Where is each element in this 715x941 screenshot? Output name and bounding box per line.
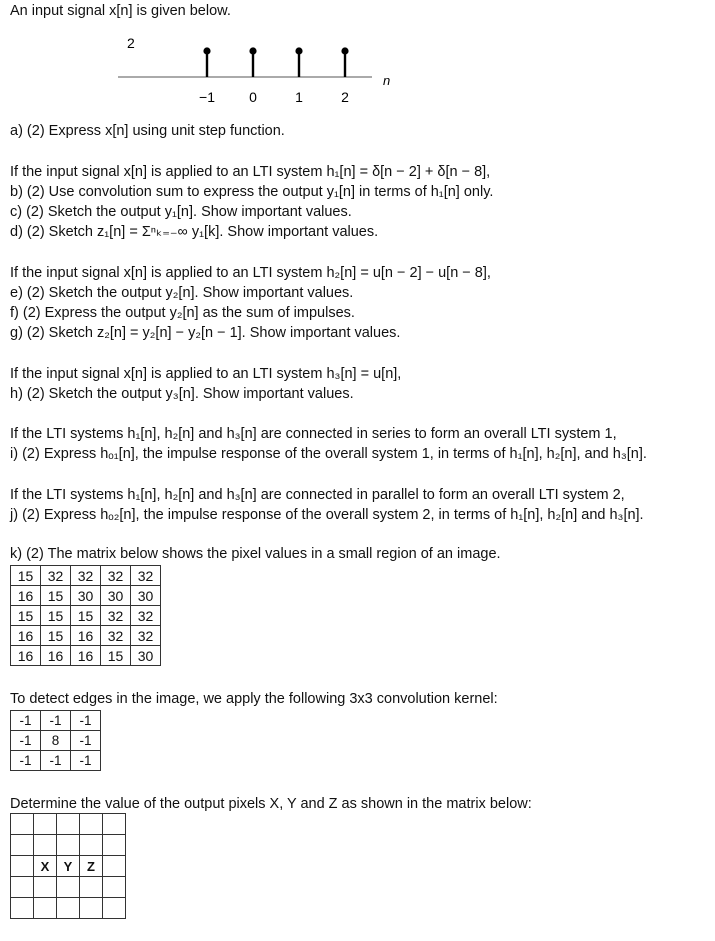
- output-cell: [103, 835, 126, 856]
- pixel-matrix-row: [11, 586, 161, 606]
- output-cell: [34, 814, 57, 835]
- stem-tick-label: 1: [295, 89, 303, 105]
- stem-plot-axis-label: n: [383, 73, 391, 88]
- pixel-cell: 16: [71, 646, 101, 666]
- pixel-cell: 16: [71, 626, 101, 646]
- output-grid: [10, 813, 126, 919]
- output-grid-row: [11, 856, 126, 877]
- question-b: b) (2) Use convolution sum to express the output y₁[n] in terms of h₁[n] only.: [10, 184, 494, 200]
- question-a: a) (2) Express x[n] using unit step function.: [10, 123, 285, 139]
- kernel-matrix: [10, 710, 101, 771]
- output-cell: [80, 898, 103, 919]
- output-cell: [57, 898, 80, 919]
- kernel-cell: -1: [71, 751, 101, 771]
- pixel-matrix: [10, 565, 161, 666]
- output-cell: [34, 835, 57, 856]
- kernel-matrix-row: [11, 731, 101, 751]
- output-cell: [11, 856, 34, 877]
- pixel-matrix-row: [11, 606, 161, 626]
- output-cell: [80, 877, 103, 898]
- pixel-cell: 32: [101, 626, 131, 646]
- stem-tick-label: 2: [341, 89, 349, 105]
- output-cell: [57, 814, 80, 835]
- question-c: c) (2) Sketch the output y₁[n]. Show important values.: [10, 204, 352, 220]
- pixel-cell: 15: [11, 566, 41, 586]
- series-intro: If the LTI systems h₁[n], h₂[n] and h₃[n] are connected in series to form an overall LTI system 1,: [10, 426, 617, 442]
- stem-plot-stems: [203, 47, 348, 77]
- stem-marker: [341, 47, 348, 54]
- question-d: d) (2) Sketch z₁[n] = Σⁿₖ₌₋∞ y₁[k]. Show important values.: [10, 224, 379, 240]
- output-grid-row: [11, 814, 126, 835]
- pixel-cell: 15: [71, 606, 101, 626]
- kernel-cell: -1: [71, 711, 101, 731]
- output-intro: Determine the value of the output pixels X, Y and Z as shown in the matrix below:: [10, 796, 532, 812]
- kernel-cell: -1: [11, 731, 41, 751]
- pixel-cell: 16: [41, 646, 71, 666]
- question-e: e) (2) Sketch the output y₂[n]. Show important values.: [10, 285, 354, 301]
- pixel-cell: 30: [131, 646, 161, 666]
- h1-intro: If the input signal x[n] is applied to an LTI system h₁[n] = δ[n − 2] + δ[n − 8],: [10, 164, 491, 180]
- question-k: k) (2) The matrix below shows the pixel values in a small region of an image.: [10, 546, 501, 562]
- pixel-cell: 32: [71, 566, 101, 586]
- stem-plot: [110, 30, 400, 110]
- h3-intro: If the input signal x[n] is applied to an LTI system h₃[n] = u[n],: [10, 366, 402, 382]
- output-cell: [103, 856, 126, 877]
- output-cell: [103, 898, 126, 919]
- pixel-matrix-row: [11, 646, 161, 666]
- stem-plot-ticks: [199, 89, 349, 105]
- pixel-cell: 15: [11, 606, 41, 626]
- pixel-cell: 32: [101, 566, 131, 586]
- output-cell: Z: [80, 856, 103, 877]
- output-cell: [11, 835, 34, 856]
- kernel-cell: -1: [41, 711, 71, 731]
- output-cell: [11, 898, 34, 919]
- pixel-cell: 32: [131, 626, 161, 646]
- kernel-matrix-row: [11, 711, 101, 731]
- kernel-matrix-row: [11, 751, 101, 771]
- stem-tick-label: −1: [199, 89, 215, 105]
- output-cell: [57, 835, 80, 856]
- kernel-cell: -1: [41, 751, 71, 771]
- pixel-matrix-row: [11, 566, 161, 586]
- pixel-cell: 16: [11, 586, 41, 606]
- pixel-cell: 30: [131, 586, 161, 606]
- output-cell: [11, 877, 34, 898]
- pixel-cell: 32: [131, 606, 161, 626]
- pixel-cell: 16: [11, 626, 41, 646]
- pixel-cell: 32: [41, 566, 71, 586]
- question-i: i) (2) Express hₒ₁[n], the impulse response of the overall system 1, in terms of h₁[n], h₂[n], and h₃[n].: [10, 446, 647, 462]
- output-cell: [80, 835, 103, 856]
- parallel-intro: If the LTI systems h₁[n], h₂[n] and h₃[n] are connected in parallel to form an overall LTI system 2,: [10, 487, 625, 503]
- pixel-cell: 15: [41, 626, 71, 646]
- pixel-cell: 15: [41, 606, 71, 626]
- output-grid-row: [11, 835, 126, 856]
- stem-tick-label: 0: [249, 89, 257, 105]
- stem-plot-y-label: 2: [127, 35, 135, 51]
- pixel-cell: 32: [131, 566, 161, 586]
- pixel-cell: 30: [101, 586, 131, 606]
- stem-marker: [249, 47, 256, 54]
- output-cell: [11, 814, 34, 835]
- output-cell: [80, 814, 103, 835]
- pixel-cell: 15: [41, 586, 71, 606]
- question-h: h) (2) Sketch the output y₃[n]. Show important values.: [10, 386, 354, 402]
- output-cell: [103, 877, 126, 898]
- output-cell: Y: [57, 856, 80, 877]
- output-grid-row: [11, 877, 126, 898]
- kernel-cell: -1: [11, 751, 41, 771]
- kernel-intro: To detect edges in the image, we apply the following 3x3 convolution kernel:: [10, 691, 498, 707]
- intro-text: An input signal x[n] is given below.: [10, 3, 231, 19]
- question-j: j) (2) Express hₒ₂[n], the impulse response of the overall system 2, in terms of h₁[n], h₂[n] and h₃[n].: [10, 507, 644, 523]
- stem-marker: [203, 47, 210, 54]
- kernel-cell: 8: [41, 731, 71, 751]
- output-cell: [57, 877, 80, 898]
- output-cell: X: [34, 856, 57, 877]
- pixel-cell: 15: [101, 646, 131, 666]
- pixel-cell: 30: [71, 586, 101, 606]
- question-g: g) (2) Sketch z₂[n] = y₂[n] − y₂[n − 1]. Show important values.: [10, 325, 401, 341]
- question-f: f) (2) Express the output y₂[n] as the sum of impulses.: [10, 305, 355, 321]
- pixel-matrix-row: [11, 626, 161, 646]
- kernel-cell: -1: [11, 711, 41, 731]
- output-cell: [34, 877, 57, 898]
- stem-marker: [295, 47, 302, 54]
- h2-intro: If the input signal x[n] is applied to an LTI system h₂[n] = u[n − 2] − u[n − 8],: [10, 265, 491, 281]
- pixel-cell: 16: [11, 646, 41, 666]
- pixel-cell: 32: [101, 606, 131, 626]
- kernel-cell: -1: [71, 731, 101, 751]
- output-grid-row: [11, 898, 126, 919]
- output-cell: [34, 898, 57, 919]
- output-cell: [103, 814, 126, 835]
